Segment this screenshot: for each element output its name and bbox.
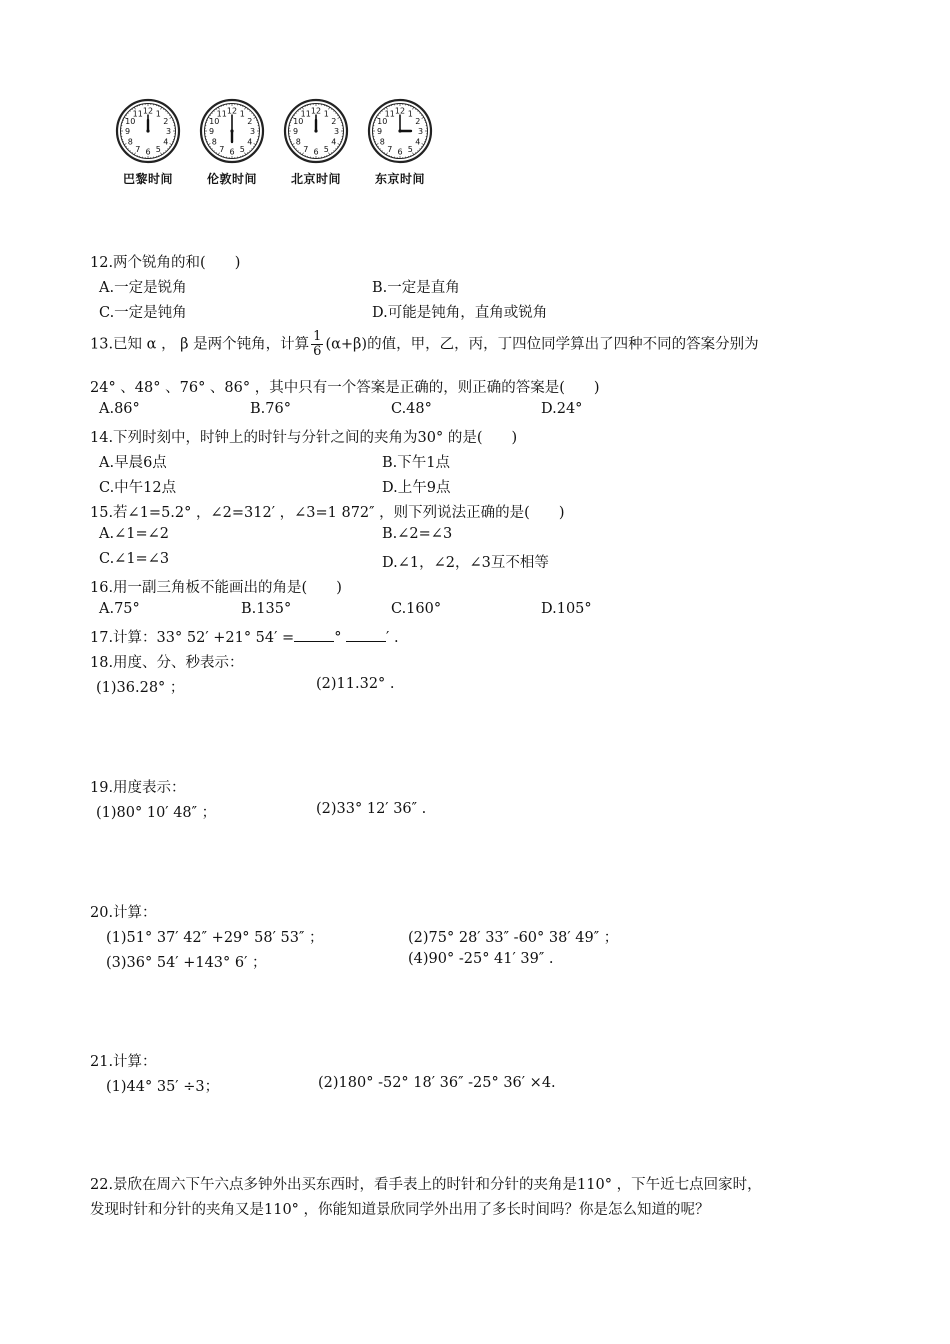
clock-icon: [283, 98, 349, 164]
q16-option-c: C.160°: [391, 601, 442, 617]
clock-numeral: 1: [323, 109, 329, 119]
q13-option-b: B.76°: [250, 401, 291, 417]
fraction: [311, 330, 323, 359]
clock-numeral: 5: [407, 144, 413, 154]
fraction-numerator: 1: [313, 329, 322, 344]
clock-caption: 伦敦时间: [206, 172, 257, 186]
clock-numeral: 12: [394, 106, 406, 116]
clock-numeral: 11: [132, 109, 143, 119]
clock-numeral: 8: [295, 137, 301, 147]
q14-option-b: B.下午1点: [382, 455, 450, 471]
clock-numeral: 6: [229, 147, 235, 157]
clock-numeral: 11: [216, 109, 227, 119]
clock-numeral: 2: [415, 116, 421, 126]
q22-line1: 22.景欣在周六下午六点多钟外出买东西时，看手表上的时针和分针的夹角是110° ，下午近七点回家时，: [90, 1177, 762, 1193]
answer-blank: [346, 629, 386, 642]
clock-numeral: 9: [292, 127, 299, 136]
q12-option-a: A.一定是锐角: [99, 280, 187, 296]
q14-stem: 14.下列时刻中，时钟上的时针与分针之间的夹角为30° 的是( ): [90, 430, 518, 446]
clock-numeral: 7: [219, 144, 225, 154]
clock-tokyo: [362, 98, 438, 187]
q13-stem-line2: 24° 、48° 、76° 、86° ，其中只有一个答案是正确的，则正确的答案是( ): [90, 380, 600, 396]
clock-numeral: 10: [377, 116, 388, 126]
clock-numeral: 3: [249, 127, 256, 136]
clock-numeral: 7: [387, 144, 393, 154]
clock-caption: 巴黎时间: [122, 172, 173, 186]
clock-numeral: 9: [376, 127, 383, 136]
clock-beijing: [278, 98, 354, 187]
fraction-denominator: 6: [313, 344, 322, 359]
clock-numeral: 4: [415, 137, 421, 147]
clock-numeral: 2: [163, 116, 169, 126]
clock-numeral: 11: [384, 109, 395, 119]
clock-numeral: 6: [397, 147, 403, 157]
q18-part-2: (2)11.32° .: [316, 676, 395, 692]
clock-numeral: 5: [239, 144, 245, 154]
clock-numeral: 9: [208, 127, 215, 136]
q22-line2: 发现时针和分针的夹角又是110° ，你能知道景欣同学外出用了多长时间吗？你是怎么知道的呢？: [90, 1202, 710, 1218]
answer-blank: [294, 629, 334, 642]
q14-option-c: C.中午12点: [99, 480, 177, 496]
q17-expression: 17.计算：33° 52′ +21° 54′ =: [90, 630, 295, 646]
q13-stem-post: (α+β)的值，甲，乙，丙，丁四位同学算出了四种不同的答案分别为: [325, 336, 759, 353]
q19-part-2: (2)33° 12′ 36″ .: [316, 801, 427, 817]
clock-numeral: 3: [417, 127, 424, 136]
clock-numeral: 2: [247, 116, 253, 126]
clock-center: [314, 129, 317, 132]
clock-paris: [110, 98, 186, 187]
clock-center: [146, 129, 149, 132]
clock-numeral: 10: [209, 116, 220, 126]
clock-numeral: 11: [300, 109, 311, 119]
clock-numeral: 4: [331, 137, 337, 147]
clock-icon: [115, 98, 181, 164]
q13-option-d: D.24°: [541, 401, 583, 417]
q13-option-a: A.86°: [99, 401, 140, 417]
q21-stem: 21.计算：: [90, 1054, 157, 1070]
q16-option-d: D.105°: [541, 601, 592, 617]
q12-option-d: D.可能是钝角，直角或锐角: [372, 305, 548, 321]
q17-stem: [90, 626, 399, 647]
q12-option-b: B.一定是直角: [372, 280, 460, 296]
clock-numeral: 1: [407, 109, 413, 119]
clock-london: [194, 98, 270, 187]
q12-stem: 12.两个锐角的和( ): [90, 255, 241, 271]
clock-caption: 东京时间: [374, 172, 425, 186]
clock-numeral: 3: [165, 127, 172, 136]
clock-numeral: 7: [303, 144, 309, 154]
clock-center: [398, 129, 401, 132]
clock-numeral: 7: [135, 144, 141, 154]
clock-numeral: 1: [239, 109, 245, 119]
clock-numeral: 12: [142, 106, 154, 116]
q18-part-1: (1)36.28° ；: [96, 680, 185, 696]
clock-numeral: 8: [379, 137, 385, 147]
clock-numeral: 8: [211, 137, 217, 147]
q13-stem-pre: 13.已知 α ， β 是两个钝角，计算: [90, 336, 310, 353]
q20-part-2: (2)75° 28′ 33″ -60° 38′ 49″ ；: [408, 930, 619, 946]
clock-caption: 北京时间: [290, 172, 341, 186]
q15-option-c: C.∠1=∠3: [99, 551, 170, 567]
q16-option-b: B.135°: [241, 601, 292, 617]
q16-stem: 16.用一副三角板不能画出的角是( ): [90, 580, 342, 596]
clock-numeral: 4: [163, 137, 169, 147]
q15-option-d: D.∠1，∠2，∠3互不相等: [382, 555, 549, 571]
clock-center: [230, 129, 233, 132]
clock-figure: [110, 98, 450, 188]
q12-option-c: C.一定是钝角: [99, 305, 187, 321]
q13-stem: [90, 330, 759, 359]
clock-numeral: 1: [155, 109, 161, 119]
q19-stem: 19.用度表示：: [90, 780, 186, 796]
clock-numeral: 2: [331, 116, 337, 126]
q14-option-d: D.上午9点: [382, 480, 451, 496]
q15-stem: 15.若∠1=5.2° ，∠2=312′ ，∠3=1 872″ ，则下列说法正确的是( ): [90, 505, 565, 521]
q13-option-c: C.48°: [391, 401, 432, 417]
clock-numeral: 5: [155, 144, 161, 154]
q18-stem: 18.用度、分、秒表示：: [90, 655, 244, 671]
q21-part-2: (2)180° -52° 18′ 36″ -25° 36′ ×4.: [318, 1075, 556, 1091]
q15-option-a: A.∠1=∠2: [99, 526, 169, 542]
clock-icon: [367, 98, 433, 164]
clock-numeral: 6: [313, 147, 319, 157]
q20-stem: 20.计算：: [90, 905, 157, 921]
clock-numeral: 3: [333, 127, 340, 136]
clock-icon: [199, 98, 265, 164]
clock-numeral: 9: [124, 127, 131, 136]
q14-option-a: A.早晨6点: [99, 455, 167, 471]
minute-symbol: ′ .: [386, 630, 399, 646]
q15-option-b: B.∠2=∠3: [382, 526, 453, 542]
q16-option-a: A.75°: [99, 601, 140, 617]
clock-numeral: 12: [226, 106, 238, 116]
clock-numeral: 8: [127, 137, 133, 147]
clock-numeral: 12: [310, 106, 322, 116]
clock-numeral: 10: [293, 116, 304, 126]
q19-part-1: (1)80° 10′ 48″ ；: [96, 805, 217, 821]
clock-numeral: 10: [125, 116, 136, 126]
q20-part-1: (1)51° 37′ 42″ +29° 58′ 53″ ；: [106, 930, 324, 946]
degree-symbol: °: [334, 630, 342, 646]
clock-numeral: 4: [247, 137, 253, 147]
clock-numeral: 5: [323, 144, 329, 154]
clock-numeral: 6: [145, 147, 151, 157]
q20-part-3: (3)36° 54′ +143° 6′ ；: [106, 955, 267, 971]
q20-part-4: (4)90° -25° 41′ 39″ .: [408, 951, 554, 967]
q21-part-1: (1)44° 35′ ÷3；: [106, 1079, 220, 1095]
